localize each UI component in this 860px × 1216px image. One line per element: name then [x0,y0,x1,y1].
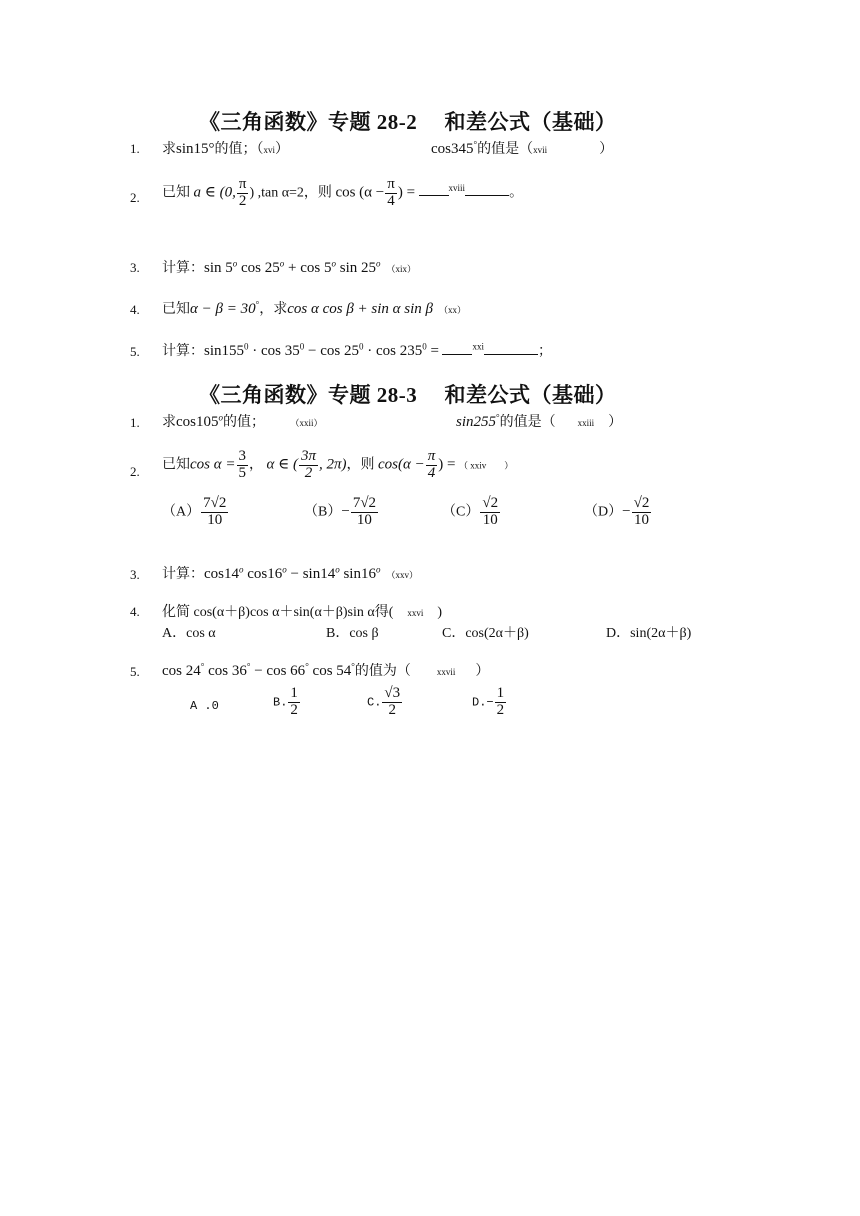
answer-ref: xvii [533,145,548,155]
option-a[interactable]: （A） $\frac{7√2}{10}$ [162,495,227,528]
question-number: 2. [130,464,140,479]
answer-ref: xviii [448,182,466,193]
answer-ref: xxi [472,341,484,352]
question-1-part-b: cos345°的值是（xvii ） [431,139,614,157]
question-5: cos 24° cos 36° − cos 66° cos 54°的值为（ xxvii ） [162,661,490,679]
question-number: 1. [130,415,140,430]
section-title-28-3: 《三角函数》专题 28-3 和差公式（基础） [199,383,617,407]
question-number: 3. [130,567,140,582]
answer-ref: （xxv） [386,570,418,580]
answer-ref: （xxii） [295,418,323,428]
question-number: 5. [130,664,140,679]
question-number: 5. [130,344,140,359]
answer-ref: （xx） [439,305,467,315]
option-c[interactable]: （C） $\frac{√2}{10}$ [442,495,499,528]
option-d[interactable]: D．sin(2α＋β) [606,626,692,641]
question-1-part-a: 求cos105$^o$的值； （xxii） [162,412,323,430]
option-b[interactable]: B．cos β [326,626,379,641]
question-number: 4. [130,604,140,619]
option-d[interactable]: （D）− $\frac{√2}{10}$ [584,495,650,528]
answer-ref: xxiii [577,418,595,428]
answer-ref: xvi [263,145,276,155]
option-c[interactable]: C. $\frac{√3}{2}$ [367,685,401,718]
answer-ref: （ xxiv ） [459,460,514,471]
answer-ref: （xix） [386,264,417,274]
question-number: 1. [130,141,140,156]
option-b[interactable]: （B）− $\frac{7√2}{10}$ [304,495,377,528]
question-1-part-a: 求sin15°的值；（xvi） [162,141,290,157]
question-2: 已知cos α = $\frac{3}{5}$ ， α ∈ ( $\frac{3\pi}{2}$ , 2π)，则 cos(α − $\frac{\pi}{4}$ ) = （ xxiv ） [162,448,514,481]
question-5: 计算：$\sin 155^0 \cdot \cos 35^0 - \cos 25^0 \cdot \cos 235^0 = ^{xxi}$ ； [162,341,552,359]
option-a[interactable]: A .0 [190,699,219,713]
question-number: 2. [130,190,140,205]
option-a[interactable]: A．cos α [162,626,216,641]
section-title-28-2: 《三角函数》专题 28-2 和差公式（基础） [199,110,617,134]
question-number: 4. [130,302,140,317]
question-number: 3. [130,260,140,275]
answer-ref: xxvii [436,667,456,677]
option-d[interactable]: D.− $\frac{1}{2}$ [472,685,505,718]
answer-ref: xxvi [407,608,424,618]
question-3: 计算：cos14$^o$ $\cos 16^o - \sin 14^o$ sin16$^o$（xxv） [162,564,418,582]
question-1-part-b: sin255°的值是（ xxiii ） [456,412,623,430]
option-c[interactable]: C．cos(2α＋β) [442,626,529,641]
question-3: 计算：sin 5$^o$ $\cos 25^o + \cos 5^o$ sin 25$^o$（xix） [162,258,417,276]
option-b[interactable]: B. $\frac{1}{2}$ [273,685,298,718]
question-2: 已知 a ∈ (0, $\frac{\pi}{2}$ ) ,tan α=2，则 cos (α − $\frac{\pi}{4}$ ) = $^{xviii}$ 。 [162,176,524,209]
question-4: 化简 cos(α＋β)cos α＋sin(α＋β)sin α得( xxvi ) [162,605,443,620]
question-4: 已知α − β = 30°，求cos α cos β + sin α sin β （xx） [162,299,467,317]
